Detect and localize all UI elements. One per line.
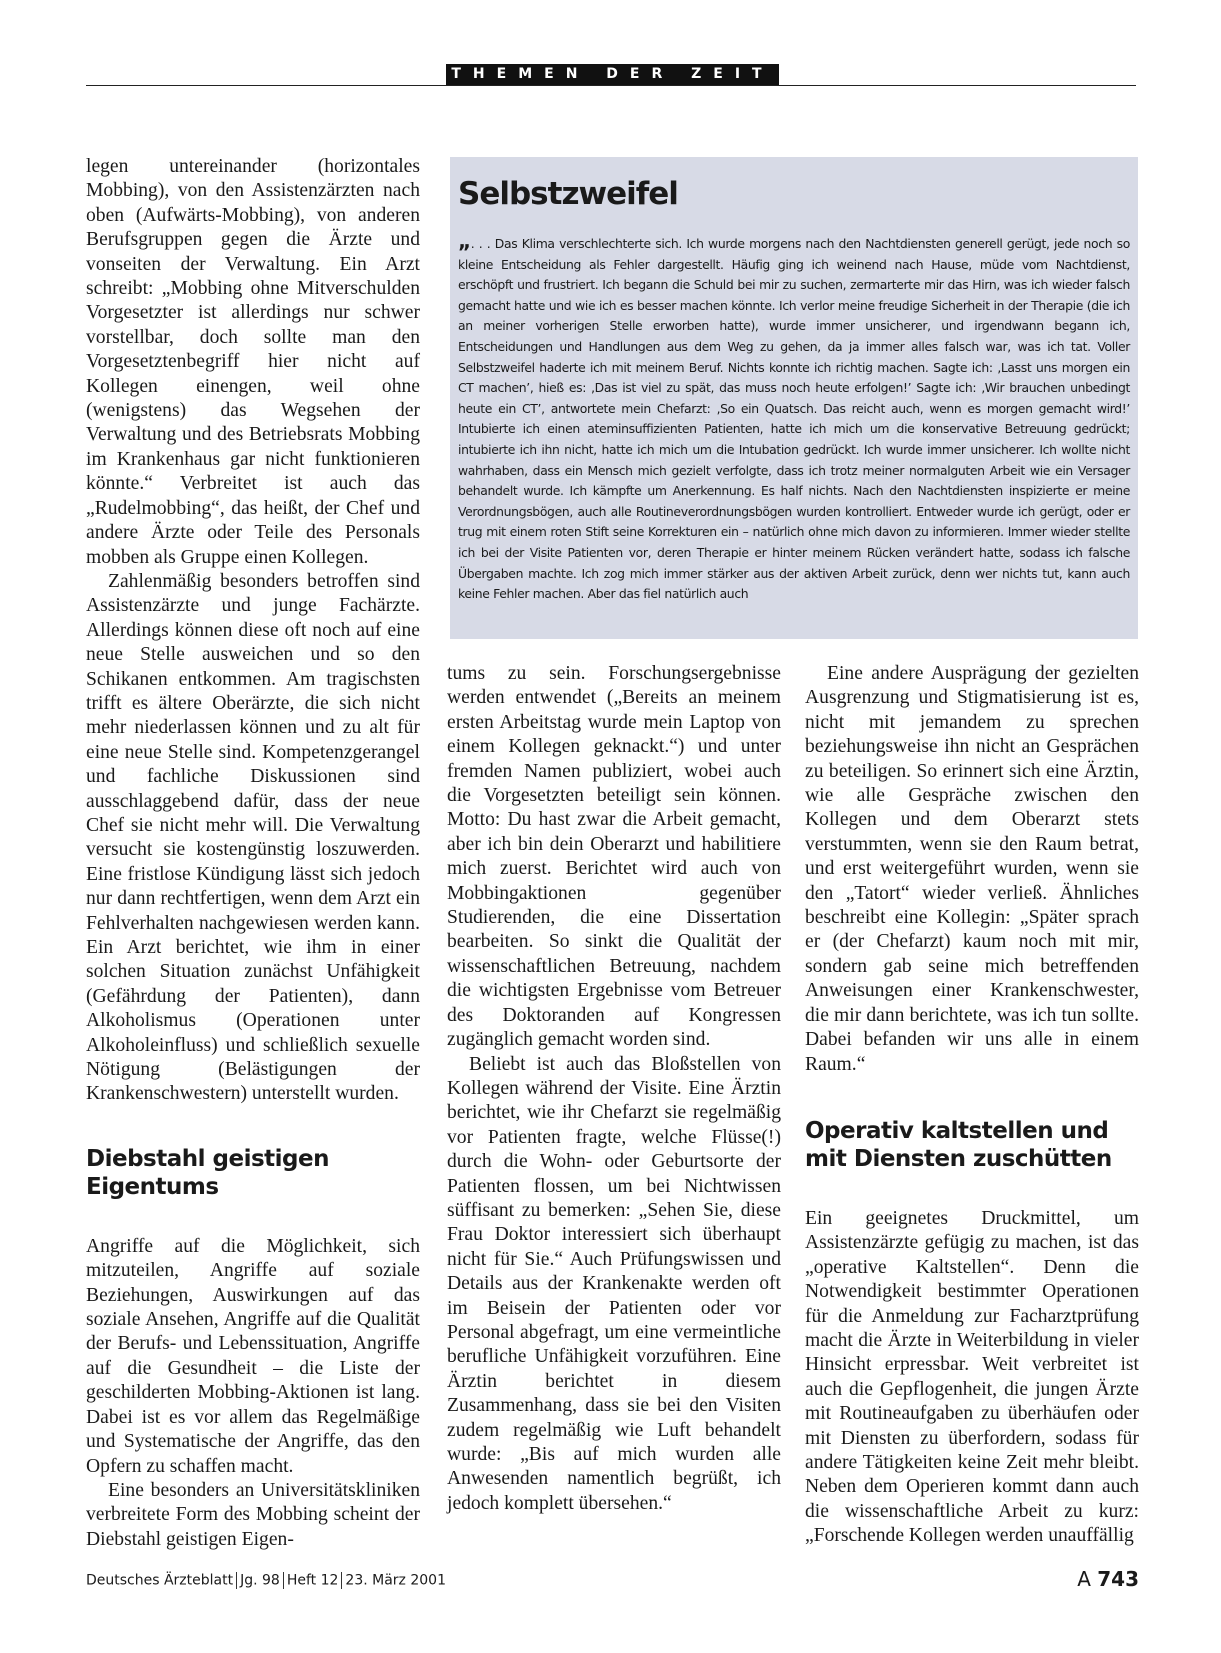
issue: Heft 12 [286, 1572, 339, 1589]
volume: Jg. 98 [240, 1572, 280, 1589]
paragraph: Eine andere Ausprägung der gezielten Ausgrenzung und Stigmatisierung ist es, nicht mit jemandem zu sprechen beziehungsweise ihn nicht an Gesprächen zu beteiligen. So erinnert sich eine Ärztin, wie alle Gespräche zwischen den Kollegen und dem Oberarzt stets verstummten, wenn sie den Raum betrat, und erst weitergeführt wurden, wenn sie den „Tatort“ wieder verließ. Ähnliches beschreibt eine Kollegin: „Später sprach er (der Chefarzt) kaum noch mit mir, sondern gab seine mich betreffenden Anweisungen einer Krankenschwester, die mir dann berichtete, was ich tun sollte. Dabei befanden wir uns alle in einem Raum.“ [805, 663, 1139, 1075]
paragraph: Eine besonders an Universitätskliniken verbreitete Form des Mobbing scheint der Diebstahl geistigen Eigen- [86, 1479, 420, 1550]
journal-name: Deutsches Ärzteblatt [86, 1572, 234, 1589]
paragraph: Beliebt ist auch das Bloßstellen von Kollegen während der Visite. Eine Ärztin berichtet, wie ihr Chefarzt sie regelmäßig vor Patienten fragte, welche Flüsse(!) durch die Wohn- oder Geburtsorte der Patienten flossen, um bei Nichtwissen süffisant zu bemerken: „Sehen Sie, diese Frau Doktor interessiert sich überhaupt nicht für Sie.“ Auch Prüfungswissen und Details aus der Krankenakte werden oft im Beisein der Patienten oder vor Personal abgefragt, um eine vermeintliche berufliche Unfähigkeit vorzuführen. Eine Ärztin berichtet in diesem Zusammenhang, dass sie bei den Visiten zudem regelmäßig wie Luft behandelt wurde: „Bis auf mich wurden alle Anwesenden namentlich begrüßt, ich jedoch komplett übersehen.“ [447, 1053, 781, 1514]
paragraph: legen untereinander (horizontales Mobbing), von den Assistenzärzten nach oben (Aufwärts-Mobbing), von anderen Berufsgruppen gegen die Ärzte und vonseiten der Verwaltung. Ein Arzt schreibt: „Mobbing ohne Mitverschulden Vorgesetzter ist allerdings nur schwer vorstellbar, doch sollte man den Vorgesetztenbegriff hier nicht auf Kollegen einengen, weil ohne (wenigstens) das Wegsehen der Verwaltung und des Betriebsrats Mobbing im Krankenhaus gar nicht funktionieren könnte.“ Verbreitet ist auch das „Rudelmobbing“, das heißt, der Chef und andere Ärzte oder Teile des Personals mobben als Gruppe einen Kollegen. [86, 156, 420, 568]
section-heading: Diebstahl geistigen Eigentums [86, 1145, 329, 1200]
section-label: THEMEN DER ZEIT [446, 64, 779, 85]
column-middle [447, 662, 781, 1516]
column-left [86, 155, 420, 1552]
paragraph: Zahlenmäßig besonders betroffen sind Assistenzärzte und junge Fachärzte. Allerdings können diese oft noch auf eine neue Stelle ausweichen und so den Schikanen entkommen. Am tragischsten trifft es ältere Oberärzte, die sich nicht mehr niederlassen können und zu alt für eine neue Stelle sind. Kompetenzgerangel und fachliche Diskussionen sind ausschlaggebend dafür, dass der neue Chef sie nicht mehr will. Die Verwaltung versucht sie kostengünstig loszuwerden. Eine fristlose Kündigung lässt sich jedoch nur dann rechtfertigen, wenn dem Arzt ein Fehlverhalten nachgewiesen werden kann. Ein Arzt berichtet, wie ihm in einer solchen Situation zunächst Unfähigkeit (Gefährdung der Patienten), dann Alkoholismus (Operationen unter Alkoholeinfluss) und schließlich sexuelle Nötigung (Belästigungen der Krankenschwestern) unterstellt wurden. [86, 570, 420, 1105]
quote-body: . . . Das Klima verschlechterte sich. Ich wurde morgens nach den Nachtdiensten generell gerügt, jede noch so kleine Entscheidung als Fehler dargestellt. Häufig ging ich weinend nach Hause, müde vom Nachtdienst, erschöpft und frustriert. Ich begann die Schuld bei mir zu suchen, zermarterte mir das Hirn, was ich wieder falsch gemacht hatte und wie ich es besser machen könnte. Ich verlor meine freudige Sicherheit in der Therapie (die ich an meiner vorherigen Stelle erworben hatte), wurde immer unsicherer, und irgendwann begann ich, Entscheidungen und Handlungen aus dem Weg zu gehen, da ja immer alles falsch war, was ich tat. Voller Selbstzweifel haderte ich mit meinem Beruf. Nichts konnte ich richtig machen. Sagte ich: ‚Lasst uns morgen ein CT machen’, hieß es: ‚Das ist viel zu spät, das muss noch heute erfolgen!’ Sagte ich: ‚Wir brauchen unbedingt heute ein CT’, antwortete mein Chefarzt: ‚So ein Quatsch. Das reicht auch, wenn es morgen gemacht wird!’ Intubierte ich einen ateminsuffizienten Patienten, hatte ich mich um die konservative Betreuung gedrückt; intubierte ich ihn nicht, hatte ich mich um die Intubation gedrückt. Ich wurde immer unsicherer. Ich wollte nicht wahrhaben, dass ein Mensch mich gezielt verfolgte, dass ich trotz meiner normalguten Arbeit wie ein Versager behandelt wurde. Ich kämpfte um Anerkennung. Es half nichts. Nach den Nachtdiensten inspizierte er meine Verordnungsbögen, auch alle Routineverordnungsbögen wurden kontrolliert. Entweder wurde ich gerügt, oder er trug mit einem roten Stift seine Korrekturen ein – natürlich ohne mich davon zu informieren. Immer wieder stellte ich bei der Visite Patienten vor, deren Therapie er hinter meinem Rücken verändert hatte, sodass ich falsche Übergaben machte. Ich zog mich immer stärker aus der aktiven Arbeit zurück, denn wer nichts tut, kann auch keine Fehler machen. Aber das fiel natürlich auch [458, 236, 1130, 602]
divider [341, 1572, 342, 1589]
date: 23. März 2001 [345, 1572, 446, 1589]
quote-box-title: Selbstzweifel [458, 176, 678, 212]
column-right [805, 662, 1139, 1549]
paragraph: tums zu sein. Forschungsergebnisse werden entwendet („Bereits an meinem ersten Arbeitstag wurde mein Laptop von einem Kollegen geknackt.“) und unter fremden Namen publiziert, wobei auch die Vorgesetzten beteiligt sein können. Motto: Du hast zwar die Arbeit gemacht, aber ich bin dein Oberarzt und habilitiere mich zuerst. Berichtet wird auch von Mobbingaktionen gegenüber Studierenden, die eine Dissertation bearbeiten. So sinkt die Qualität der wissenschaftlichen Betreuung, nachdem die wichtigsten Ergebnisse vom Betreuer des Doktoranden auf Kongressen zugänglich gemacht worden sind. [447, 663, 781, 1051]
quote-mark: „ [458, 229, 471, 253]
page-number-value: 743 [1097, 1567, 1139, 1591]
page-prefix: A [1077, 1567, 1091, 1591]
footer-citation [86, 1572, 446, 1589]
page-number [1077, 1567, 1139, 1591]
header-rule [86, 85, 1136, 86]
divider [236, 1572, 237, 1589]
section-heading: Operativ kaltstellen und mit Diensten zuschütten [805, 1117, 1112, 1172]
divider [283, 1572, 284, 1589]
paragraph: Ein geeignetes Druckmittel, um Assistenzärzte gefügig zu machen, ist das „operative Kaltstellen“. Denn die Notwendigkeit bestimmter Operationen für die Anmeldung zur Facharztprüfung macht die Ärzte in Weiterbildung in vieler Hinsicht erpressbar. Weit verbreitet ist auch die Gepflogenheit, die jungen Ärzte mit Routineaufgaben zu überhäufen oder mit Diensten zu überfordern, sodass für andere Tätigkeiten keine Zeit mehr bleibt. Neben dem Operieren kommt dann auch die wissenschaftliche Arbeit zu kurz: „Forschende Kollegen werden unauffällig [805, 1207, 1139, 1547]
quote-box-text [458, 231, 1130, 605]
paragraph: Angriffe auf die Möglichkeit, sich mitzuteilen, Angriffe auf soziale Beziehungen, Auswirkungen auf das soziale Ansehen, Angriffe auf die Qualität der Berufs- und Lebenssituation, Angriffe auf die Gesundheit – die Liste der geschilderten Mobbing-Aktionen ist lang. Dabei ist es vor allem das Regelmäßige und Systematische der Angriffe, das den Opfern zu schaffen macht. [86, 1235, 420, 1477]
